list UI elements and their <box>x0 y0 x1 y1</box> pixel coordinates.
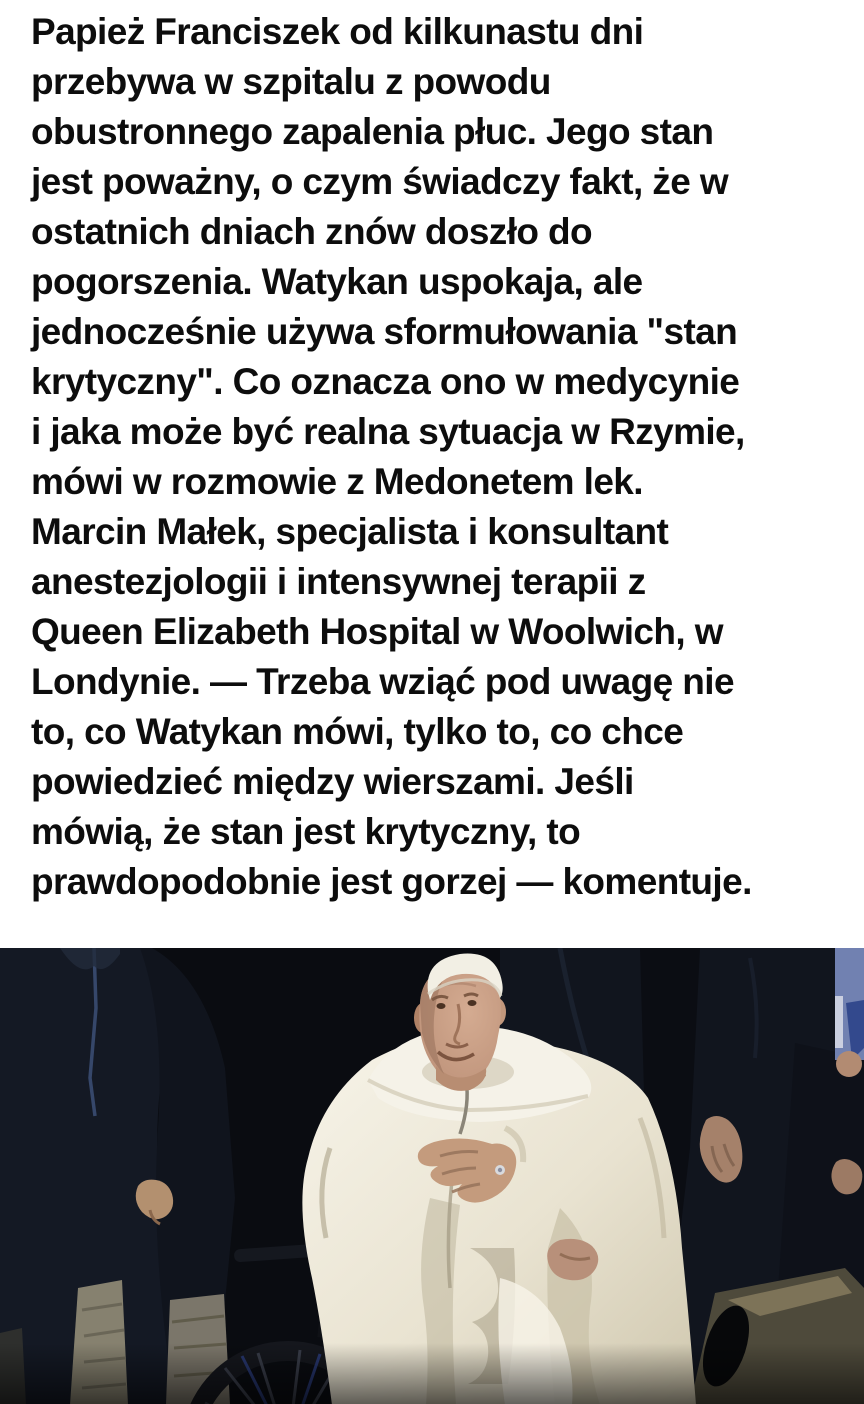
text-line: ostatnich dniach znów doszło do <box>31 211 593 252</box>
blue-strip-and-tie <box>835 948 864 1077</box>
text-line: przebywa w szpitalu z powodu <box>31 61 551 102</box>
text-line: krytyczny". Co oznacza ono w medycynie <box>31 361 740 402</box>
text-line: pogorszenia. Watykan uspokaja, ale <box>31 261 643 302</box>
text-line: Queen Elizabeth Hospital w Woolwich, w <box>31 611 723 652</box>
text-line: Papież Franciszek od kilkunastu dni <box>31 11 644 52</box>
text-line: jest poważny, o czym świadczy fakt, że w <box>31 161 729 202</box>
text-line: to, co Watykan mówi, tylko to, co chce <box>31 711 684 752</box>
text-line: Marcin Małek, specjalista i konsultant <box>31 511 669 552</box>
article-photo <box>0 948 864 1404</box>
text-line: obustronnego zapalenia płuc. Jego stan <box>31 111 714 152</box>
text-line: Londynie. — Trzeba wziąć pod uwagę nie <box>31 661 734 702</box>
bottom-vignette <box>0 1343 864 1404</box>
text-line: mówią, że stan jest krytyczny, to <box>31 811 581 852</box>
text-line: prawdopodobnie jest gorzej — komentuje. <box>31 861 752 902</box>
pope-photo-illustration <box>0 948 864 1404</box>
text-line: jednocześnie używa sformułowania "stan <box>31 311 738 352</box>
text-line: i jaka może być realna sytuacja w Rzymie, <box>31 411 745 452</box>
text-line: anestezjologii i intensywnej terapii z <box>31 561 646 602</box>
text-line: mówi w rozmowie z Medonetem lek. <box>31 461 643 502</box>
text-line: powiedzieć między wierszami. Jeśli <box>31 761 634 802</box>
